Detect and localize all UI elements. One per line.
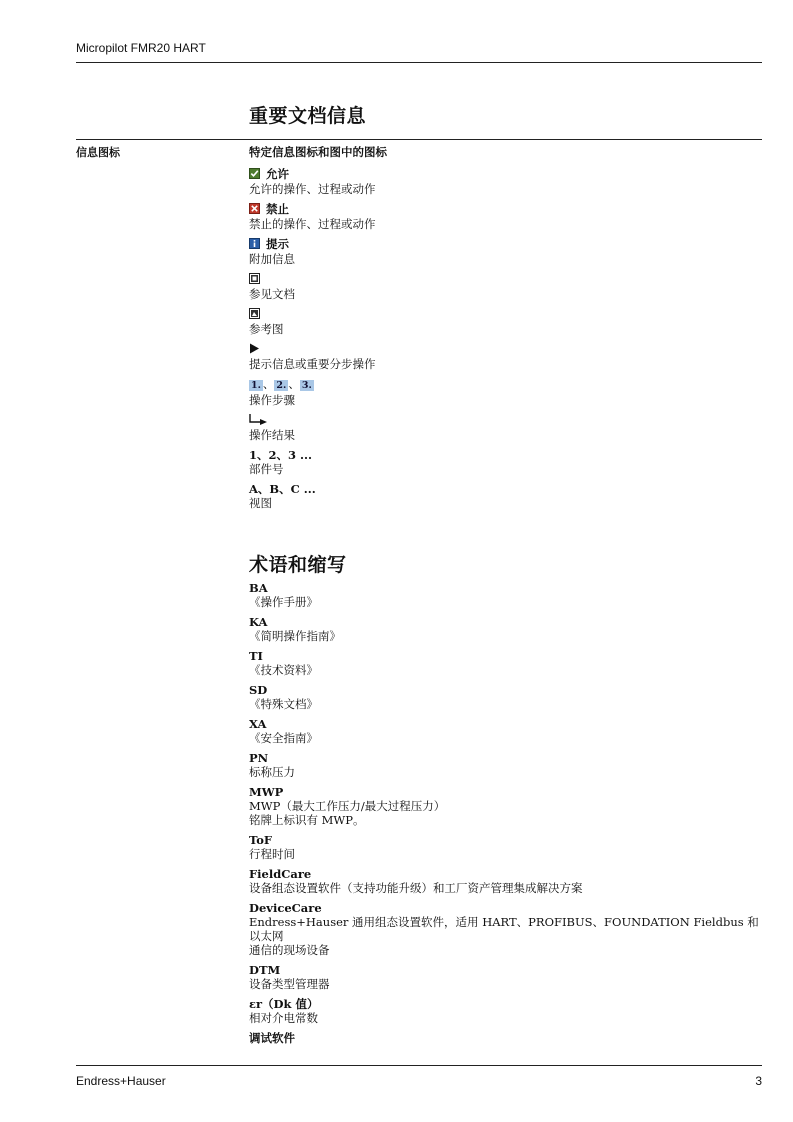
- item-graphic-ref: [249, 307, 769, 336]
- term: TI: [249, 649, 263, 663]
- term-item: [249, 867, 769, 895]
- step-3-badge: 3.: [301, 380, 312, 391]
- term-desc: 相对介电常数: [249, 1011, 318, 1025]
- term-item: [249, 1031, 769, 1045]
- item-part-numbers: [249, 448, 769, 476]
- header-rule: [76, 62, 762, 63]
- term-desc-line2: 通信的现场设备: [249, 943, 330, 957]
- term-desc: 《特殊文档》: [249, 697, 318, 711]
- info-icons-subtitle: 特定信息图标和图中的图标: [249, 145, 387, 159]
- term-item: [249, 997, 769, 1025]
- running-header: Micropilot FMR20 HART: [76, 41, 206, 55]
- term-desc: 《安全指南》: [249, 731, 318, 745]
- term-desc: 行程时间: [249, 847, 295, 861]
- term: DeviceCare: [249, 901, 322, 915]
- item-doc-ref: [249, 272, 769, 301]
- term-item: [249, 649, 769, 677]
- item-steps: 1. 、 2. 、 3. 操作步骤: [249, 377, 769, 407]
- doc-ref-desc: 参见文档: [249, 287, 295, 301]
- section-title-terms: 术语和缩写: [249, 554, 347, 576]
- term: SD: [249, 683, 268, 697]
- item-allowed: [249, 167, 769, 196]
- footer-rule: [76, 1065, 762, 1066]
- step-1-badge: 1.: [251, 380, 261, 391]
- graphic-reference-icon: [249, 308, 260, 322]
- allowed-title: 允许: [266, 167, 289, 181]
- item-result: [249, 413, 769, 442]
- term: KA: [249, 615, 268, 629]
- item-views: [249, 482, 769, 510]
- term: εr（Dk 值）: [249, 997, 319, 1011]
- part-numbers-desc: 部件号: [249, 462, 284, 476]
- term-desc: 《简明操作指南》: [249, 629, 341, 643]
- term-desc: 设备类型管理器: [249, 977, 330, 991]
- term-item: [249, 615, 769, 643]
- tip-title: 提示: [266, 237, 289, 251]
- term-desc: MWP（最大工作压力/最大过程压力）: [249, 799, 446, 813]
- views-desc: 视图: [249, 496, 272, 510]
- allowed-desc: 允许的操作、过程或动作: [249, 182, 376, 196]
- term-desc-line2: 铭牌上标识有 MWP。: [249, 813, 365, 827]
- part-numbers-title: 1、2、3 ...: [249, 448, 313, 462]
- term: 调试软件: [249, 1031, 295, 1045]
- term-desc: Endress+Hauser 通用组态设置软件，适用 HART、PROFIBUS、FOUNDATION Fieldbus 和以太网: [249, 915, 759, 943]
- term-item: [249, 901, 769, 957]
- info-icons-column: [249, 145, 769, 516]
- term: PN: [249, 751, 269, 765]
- graphic-ref-desc: 参考图: [249, 322, 284, 336]
- term-desc: 《操作手册》: [249, 595, 318, 609]
- views-title: A、B、C ...: [249, 482, 316, 496]
- step-2-badge: 2.: [276, 380, 287, 391]
- term-item: [249, 833, 769, 861]
- info-icon: [249, 238, 260, 252]
- term: MWP: [249, 785, 284, 799]
- term-item: [249, 751, 769, 779]
- result-arrow-icon: [249, 414, 269, 428]
- arrow-right-icon: [249, 343, 260, 357]
- term-desc: 标称压力: [249, 765, 295, 779]
- tip-desc: 附加信息: [249, 252, 295, 266]
- term-desc: 《技术资料》: [249, 663, 318, 677]
- item-forbidden: [249, 202, 769, 231]
- terms-column: [249, 581, 769, 1051]
- term-item: [249, 717, 769, 745]
- term-desc: 设备组态设置软件（支持功能升级）和工厂资产管理集成解决方案: [249, 881, 583, 895]
- section-rule: [76, 139, 762, 140]
- term: FieldCare: [249, 867, 312, 881]
- footer-brand: Endress+Hauser: [76, 1074, 166, 1088]
- term-item: [249, 785, 769, 827]
- result-desc: 操作结果: [249, 428, 295, 442]
- forbidden-icon: [249, 203, 260, 217]
- document-reference-icon: [249, 273, 260, 287]
- steps-desc: 操作步骤: [249, 393, 295, 407]
- forbidden-title: 禁止: [266, 202, 289, 216]
- term-item: [249, 683, 769, 711]
- term: BA: [249, 581, 268, 595]
- term: DTM: [249, 963, 281, 977]
- important-step-desc: 提示信息或重要分步操作: [249, 357, 376, 371]
- section-title-document-info: 重要文档信息: [249, 105, 367, 127]
- term-item: [249, 963, 769, 991]
- check-icon: [249, 168, 260, 182]
- left-label-info-icons: 信息图标: [76, 146, 120, 159]
- term: ToF: [249, 833, 273, 847]
- item-tip: [249, 237, 769, 266]
- page-number: 3: [755, 1074, 762, 1088]
- term: XA: [249, 717, 267, 731]
- item-important-step: [249, 342, 769, 371]
- term-item: [249, 581, 769, 609]
- forbidden-desc: 禁止的操作、过程或动作: [249, 217, 376, 231]
